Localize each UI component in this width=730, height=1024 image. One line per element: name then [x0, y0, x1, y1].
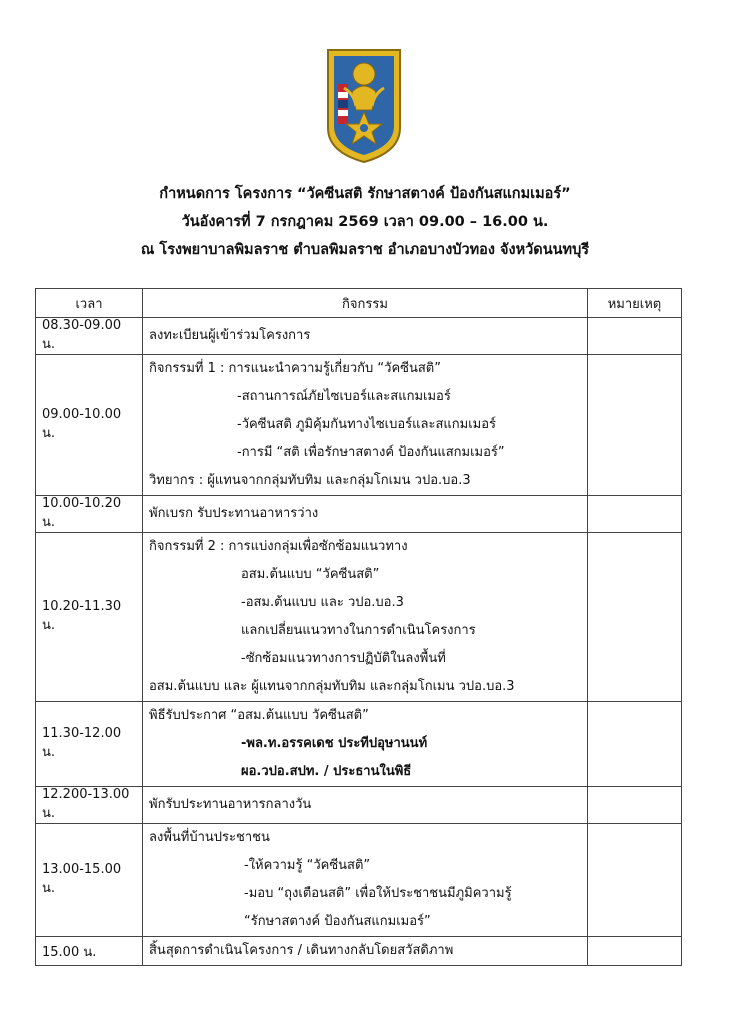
column-header-note: หมายเหตุ [588, 289, 682, 318]
table-header-row [36, 289, 682, 318]
table-row [36, 318, 682, 355]
activity-line: -สถานการณ์ภัยไซเบอร์และสแกมเมอร์ [237, 389, 451, 404]
note-cell [588, 787, 682, 824]
activity-cell [143, 355, 588, 496]
column-header-activity: กิจกรรม [143, 289, 588, 318]
activity-line: “รักษาสตางค์ ป้องกันสแกมเมอร์” [244, 914, 431, 929]
time-cell: 15.00 น. [36, 937, 143, 966]
activity-line: แลกเปลี่ยนแนวทางในการดำเนินโครงการ [241, 623, 476, 638]
activity-line: สิ้นสุดการดำเนินโครงการ / เดินทางกลับโดยสวัสดิภาพ [149, 943, 454, 958]
note-cell [588, 702, 682, 787]
activity-cell [143, 318, 588, 355]
time-cell: 12.200-13.00 น. [36, 787, 143, 824]
note-cell [588, 496, 682, 533]
note-cell [588, 824, 682, 937]
activity-line: พิธีรับประกาศ “อสม.ต้นแบบ วัคซีนสติ” [149, 708, 369, 723]
table-row [36, 496, 682, 533]
time-cell: 08.30-09.00 น. [36, 318, 143, 355]
note-cell [588, 533, 682, 702]
activity-cell [143, 702, 588, 787]
table-row [36, 355, 682, 496]
time-cell: 13.00-15.00 น. [36, 824, 143, 937]
activity-line: -ให้ความรู้ “วัคซีนสติ” [244, 858, 371, 873]
activity-line: พักรับประทานอาหารกลางวัน [149, 797, 312, 812]
activity-line: ผอ.วปอ.สปท. / ประธานในพิธี [241, 764, 412, 779]
activity-cell [143, 787, 588, 824]
activity-line: อสม.ต้นแบบ และ ผู้แทนจากกลุ่มทับทิม และกลุ่มโกเมน วปอ.บอ.3 [149, 679, 515, 694]
activity-line: วิทยากร : ผู้แทนจากกลุ่มทับทิม และกลุ่มโกเมน วปอ.บอ.3 [149, 473, 471, 488]
schedule-title: กำหนดการ โครงการ “วัคซีนสติ รักษาสตางค์ ป้องกันสแกมเมอร์” [159, 186, 571, 202]
activity-cell [143, 824, 588, 937]
activity-cell [143, 496, 588, 533]
activity-line: -พล.ท.อรรคเดช ประทีปอุษานนท์ [241, 736, 428, 751]
time-cell: 10.00-10.20 น. [36, 496, 143, 533]
column-header-time: เวลา [36, 289, 143, 318]
schedule-table [35, 288, 682, 966]
activity-cell [143, 533, 588, 702]
table-row [36, 702, 682, 787]
time-cell: 11.30-12.00 น. [36, 702, 143, 787]
note-cell [588, 355, 682, 496]
table-row [36, 937, 682, 966]
time-cell: 10.20-11.30 น. [36, 533, 143, 702]
note-cell [588, 937, 682, 966]
note-cell [588, 318, 682, 355]
time-cell: 09.00-10.00 น. [36, 355, 143, 496]
activity-line: ลงทะเบียนผู้เข้าร่วมโครงการ [149, 328, 311, 343]
table-row [36, 787, 682, 824]
schedule-date: วันอังคารที่ 7 กรกฎาคม 2569 เวลา 09.00 – 16.00 น. [181, 214, 549, 230]
activity-line: กิจกรรมที่ 2 : การแบ่งกลุ่มเพื่อซักซ้อมแนวทาง [149, 539, 408, 554]
activity-line: -วัคซีนสติ ภูมิคุ้มกันทางไซเบอร์และสแกมเมอร์ [237, 417, 497, 432]
activity-line: -การมี “สติ เพื่อรักษาสตางค์ ป้องกันแสกมเมอร์” [237, 445, 505, 460]
schedule-venue: ณ โรงพยาบาลพิมลราช ตำบลพิมลราช อำเภอบางบัวทอง จังหวัดนนทบุรี [140, 242, 590, 258]
activity-line: -อสม.ต้นแบบ และ วปอ.บอ.3 [241, 595, 404, 610]
activity-line: อสม.ต้นแบบ “วัคซีนสติ” [241, 567, 380, 582]
activity-cell [143, 937, 588, 966]
activity-line: -มอบ “ถุงเตือนสติ” เพื่อให้ประชาชนมีภูมิความรู้ [244, 886, 512, 901]
table-row [36, 824, 682, 937]
activity-line: ลงพื้นที่บ้านประชาชน [149, 830, 270, 845]
activity-line: พักเบรก รับประทานอาหารว่าง [149, 506, 319, 521]
table-row [36, 533, 682, 702]
activity-line: -ซักซ้อมแนวทางการปฏิบัติในลงพื้นที่ [241, 651, 446, 666]
activity-line: กิจกรรมที่ 1 : การแนะนำความรู้เกี่ยวกับ “วัคซีนสติ” [149, 361, 441, 376]
military-emblem-shield-icon [322, 44, 406, 166]
